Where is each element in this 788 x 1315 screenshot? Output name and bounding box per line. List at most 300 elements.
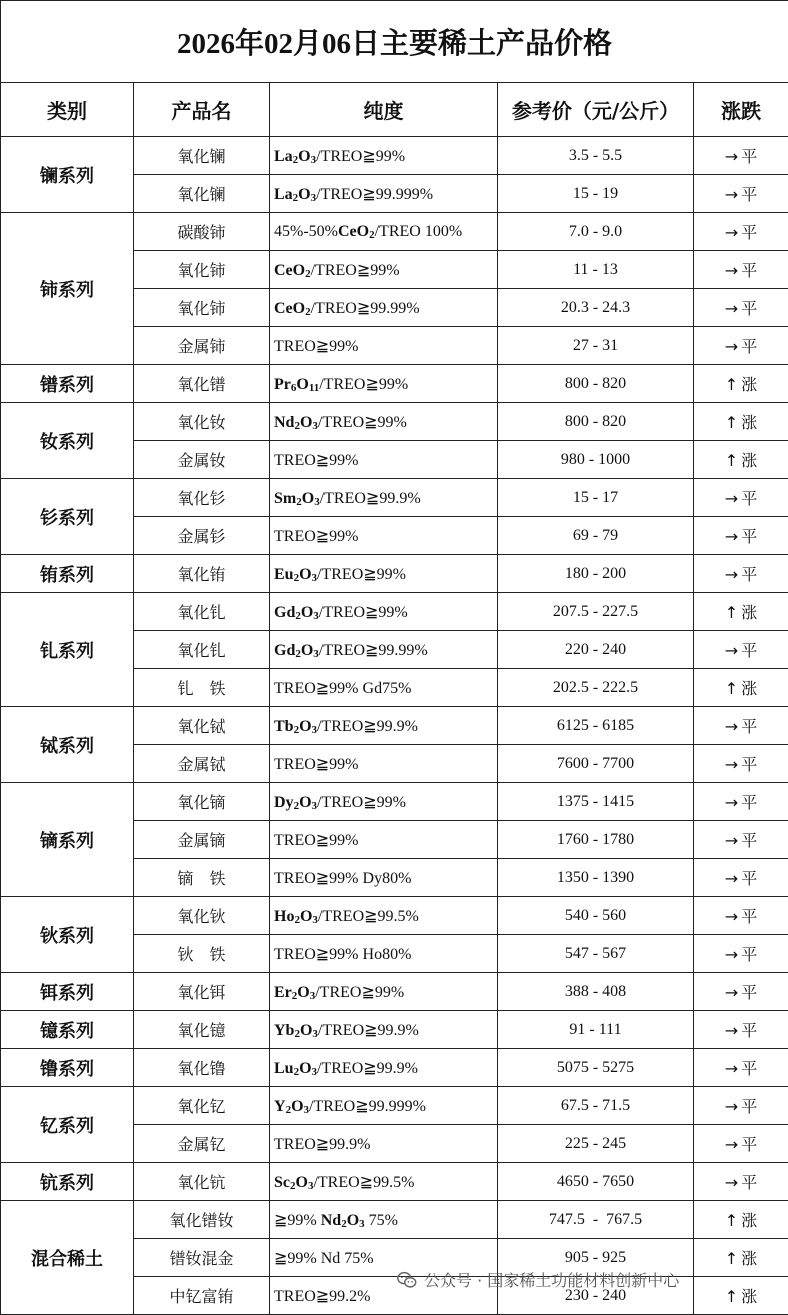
price-cell: 20.3 - 24.3 — [498, 289, 694, 327]
chemical-formula — [274, 490, 320, 507]
product-name-cell: 氧化铈 — [134, 251, 270, 289]
formula-element: O — [300, 641, 314, 659]
trend-cell — [694, 479, 788, 517]
formula-subscript: 2 — [294, 419, 300, 432]
formula-subscript: 2 — [291, 989, 298, 1002]
purity-cell — [270, 707, 498, 745]
purity-text: /TREO≧99.9% — [317, 717, 418, 735]
arrow-right-icon: → — [724, 489, 739, 508]
category-cell: 铽系列 — [1, 707, 134, 783]
trend-label: 平 — [741, 641, 758, 660]
purity-text: /TREO≧99.9% — [317, 1059, 418, 1077]
purity-cell — [270, 1049, 498, 1087]
trend-label: 平 — [741, 261, 758, 280]
trend-label: 平 — [741, 147, 758, 166]
trend-cell — [694, 593, 788, 631]
purity-text: /TREO≧99.999% — [316, 185, 434, 203]
formula-subscript: 3 — [311, 1065, 318, 1078]
price-cell: 91 - 111 — [498, 1011, 694, 1049]
trend-label: 平 — [741, 717, 758, 736]
arrow-right-icon: → — [724, 565, 739, 584]
purity-prefix: 45%-50% — [274, 222, 338, 240]
formula-element: La — [274, 185, 293, 203]
trend-label: 涨 — [741, 603, 758, 622]
category-cell: 钕系列 — [1, 403, 134, 479]
trend-cell — [694, 365, 788, 403]
formula-element: Lu — [274, 1059, 294, 1077]
formula-subscript: 2 — [293, 571, 300, 584]
formula-element: Tb — [274, 717, 294, 735]
purity-cell — [270, 821, 498, 859]
price-cell: 5075 - 5275 — [498, 1049, 694, 1087]
price-cell: 11 - 13 — [498, 251, 694, 289]
price-cell: 207.5 - 227.5 — [498, 593, 694, 631]
arrow-right-icon: → — [724, 299, 739, 318]
price-cell: 3.5 - 5.5 — [498, 137, 694, 175]
product-name-cell: 氧化铕 — [134, 555, 270, 593]
wechat-icon — [396, 1269, 418, 1291]
table-row — [1, 783, 788, 821]
arrow-right-icon: → — [724, 261, 739, 280]
trend-label: 平 — [741, 299, 758, 318]
product-name-cell: 氧化镱 — [134, 1011, 270, 1049]
arrow-right-icon: → — [724, 185, 739, 204]
purity-text: /TREO≧99.99% — [318, 641, 428, 659]
formula-subscript: 3 — [359, 1217, 365, 1230]
trend-cell — [694, 1239, 788, 1277]
price-cell: 547 - 567 — [498, 935, 694, 973]
trend-label: 涨 — [741, 451, 758, 470]
watermark — [396, 1268, 679, 1291]
trend-cell — [694, 859, 788, 897]
purity-text: /TREO≧99.5% — [317, 907, 419, 925]
purity-text: /TREO≧99.99% — [310, 299, 420, 317]
formula-element: O — [296, 375, 309, 393]
table-row — [1, 365, 788, 403]
formula-subscript: 3 — [311, 799, 318, 812]
formula-subscript: 3 — [314, 495, 320, 508]
arrow-up-icon: ↑ — [724, 375, 739, 394]
arrow-right-icon: → — [724, 983, 739, 1002]
formula-element: O — [300, 603, 314, 621]
chemical-formula — [338, 223, 375, 240]
formula-element: Sc — [274, 1173, 290, 1191]
price-cell: 69 - 79 — [498, 517, 694, 555]
formula-subscript: 3 — [309, 989, 316, 1002]
arrow-up-icon: ↑ — [724, 603, 739, 622]
trend-label: 平 — [741, 489, 758, 508]
formula-subscript: 2 — [295, 647, 301, 660]
purity-text: TREO≧99% — [274, 831, 359, 849]
chemical-formula — [274, 300, 311, 317]
formula-element: O — [299, 907, 313, 925]
category-cell: 镨系列 — [1, 365, 134, 403]
purity-cell — [270, 1087, 498, 1125]
product-name-cell: 氧化铒 — [134, 973, 270, 1011]
trend-label: 平 — [741, 831, 758, 850]
trend-cell — [694, 973, 788, 1011]
purity-cell — [270, 859, 498, 897]
product-name-cell: 氧化钪 — [134, 1163, 270, 1201]
product-name-cell: 氧化钬 — [134, 897, 270, 935]
purity-text: /TREO≧99% — [318, 603, 408, 621]
chemical-formula — [274, 984, 315, 1001]
table-row — [1, 1011, 788, 1049]
arrow-right-icon: → — [724, 755, 739, 774]
trend-label: 平 — [741, 869, 758, 888]
trend-cell — [694, 1011, 788, 1049]
table-row — [1, 403, 788, 441]
formula-element: Nd — [320, 1211, 342, 1229]
trend-label: 涨 — [741, 413, 758, 432]
price-cell: 15 - 17 — [498, 479, 694, 517]
purity-cell — [270, 745, 498, 783]
price-cell: 4650 - 7650 — [498, 1163, 694, 1201]
purity-cell — [270, 327, 498, 365]
trend-cell — [694, 213, 788, 251]
formula-subscript: 2 — [294, 913, 300, 926]
price-cell: 905 - 925 — [498, 1239, 694, 1277]
arrow-right-icon: → — [724, 1173, 739, 1192]
chemical-formula — [274, 262, 311, 279]
formula-element: Yb — [274, 1021, 295, 1039]
price-cell: 800 - 820 — [498, 403, 694, 441]
formula-subscript: 2 — [294, 1027, 300, 1040]
formula-element: O — [291, 1097, 304, 1115]
trend-cell — [694, 783, 788, 821]
trend-label: 平 — [741, 907, 758, 926]
product-name-cell: 碳酸铈 — [134, 213, 270, 251]
product-name-cell: 氧化钆 — [134, 631, 270, 669]
category-cell: 钬系列 — [1, 897, 134, 973]
formula-subscript: 3 — [312, 419, 318, 432]
formula-subscript: 2 — [305, 267, 311, 280]
trend-cell — [694, 327, 788, 365]
arrow-up-icon: ↑ — [724, 413, 739, 432]
trend-label: 涨 — [741, 1287, 758, 1306]
price-cell: 980 - 1000 — [498, 441, 694, 479]
product-name-cell: 金属铽 — [134, 745, 270, 783]
arrow-right-icon: → — [724, 223, 739, 242]
purity-cell — [270, 289, 498, 327]
product-name-cell: 氧化钇 — [134, 1087, 270, 1125]
chemical-formula — [274, 1060, 317, 1077]
trend-label: 涨 — [741, 375, 758, 394]
formula-element: O — [299, 793, 312, 811]
trend-cell — [694, 1277, 788, 1315]
product-name-cell: 氧化铽 — [134, 707, 270, 745]
trend-cell — [694, 707, 788, 745]
header-product: 产品名 — [134, 83, 270, 137]
formula-subscript: 2 — [295, 609, 301, 622]
purity-cell — [270, 631, 498, 669]
trend-cell — [694, 289, 788, 327]
formula-subscript: 2 — [369, 228, 375, 241]
purity-text: TREO≧99% Ho80% — [274, 945, 412, 963]
price-cell: 220 - 240 — [498, 631, 694, 669]
purity-cell — [270, 669, 498, 707]
price-cell: 7600 - 7700 — [498, 745, 694, 783]
chemical-formula — [274, 186, 316, 203]
formula-element: Nd — [274, 413, 295, 431]
formula-subscript: 3 — [307, 1179, 314, 1192]
table-row — [1, 707, 788, 745]
purity-text: /TREO≧99% — [317, 793, 406, 811]
formula-element: CeO — [337, 222, 370, 240]
purity-cell — [270, 479, 498, 517]
purity-text: /TREO≧99.9% — [319, 489, 421, 507]
trend-label: 平 — [741, 1135, 758, 1154]
page-title: 2026年02月06日主要稀土产品价格 — [1, 1, 788, 83]
formula-subscript: 2 — [305, 305, 311, 318]
formula-element: O — [299, 1059, 312, 1077]
formula-subscript: 3 — [303, 1103, 310, 1116]
purity-text: TREO≧99% — [274, 451, 359, 469]
price-cell: 15 - 19 — [498, 175, 694, 213]
formula-subscript: 2 — [292, 191, 299, 204]
table-row — [1, 137, 788, 175]
purity-text: 75% — [364, 1211, 398, 1229]
table-row — [1, 1087, 788, 1125]
trend-cell — [694, 669, 788, 707]
formula-subscript: 2 — [293, 723, 300, 736]
category-cell: 镝系列 — [1, 783, 134, 897]
trend-cell — [694, 403, 788, 441]
trend-cell — [694, 1163, 788, 1201]
formula-element: Gd — [274, 641, 296, 659]
arrow-right-icon: → — [724, 337, 739, 356]
table-row — [1, 1049, 788, 1087]
purity-text: /TREO≧99% — [317, 413, 407, 431]
trend-label: 涨 — [741, 679, 758, 698]
purity-text: /TREO≧99.5% — [313, 1173, 415, 1191]
table-row — [1, 213, 788, 251]
price-cell: 230 - 240 — [498, 1277, 694, 1315]
trend-label: 平 — [741, 983, 758, 1002]
purity-text: /TREO≧99% — [310, 261, 400, 279]
formula-subscript: 3 — [312, 913, 318, 926]
table-row — [1, 973, 788, 1011]
arrow-up-icon: ↑ — [724, 451, 739, 470]
chemical-formula — [274, 1022, 318, 1039]
formula-subscript: 3 — [310, 191, 317, 204]
product-name-cell: 金属镝 — [134, 821, 270, 859]
product-name-cell: 镝 铁 — [134, 859, 270, 897]
trend-cell — [694, 631, 788, 669]
arrow-right-icon: → — [724, 1097, 739, 1116]
product-name-cell: 中钇富铕 — [134, 1277, 270, 1315]
table-row — [1, 593, 788, 631]
trend-cell — [694, 555, 788, 593]
product-name-cell: 氧化镨 — [134, 365, 270, 403]
formula-element: Gd — [274, 603, 296, 621]
product-name-cell: 钆 铁 — [134, 669, 270, 707]
arrow-right-icon: → — [724, 907, 739, 926]
category-cell: 铈系列 — [1, 213, 134, 365]
product-name-cell: 镨钕混金 — [134, 1239, 270, 1277]
arrow-right-icon: → — [724, 1021, 739, 1040]
formula-element: Ho — [274, 907, 295, 925]
formula-subscript: 2 — [293, 1065, 300, 1078]
purity-text: TREO≧99% — [274, 755, 359, 773]
chemical-formula — [274, 148, 316, 165]
header-category: 类别 — [1, 83, 134, 137]
table-row — [1, 1163, 788, 1201]
purity-cell — [270, 783, 498, 821]
purity-cell — [270, 593, 498, 631]
formula-element: Sm — [274, 489, 297, 507]
product-name-cell: 金属铈 — [134, 327, 270, 365]
table-row — [1, 1201, 788, 1239]
price-cell: 67.5 - 71.5 — [498, 1087, 694, 1125]
header-trend: 涨跌 — [694, 83, 788, 137]
purity-cell — [270, 1125, 498, 1163]
purity-cell — [270, 555, 498, 593]
price-cell: 1375 - 1415 — [498, 783, 694, 821]
purity-cell — [270, 897, 498, 935]
purity-cell — [270, 137, 498, 175]
arrow-right-icon: → — [724, 945, 739, 964]
formula-element: O — [301, 489, 315, 507]
category-cell: 钐系列 — [1, 479, 134, 555]
arrow-right-icon: → — [724, 527, 739, 546]
category-cell: 铕系列 — [1, 555, 134, 593]
chemical-formula — [274, 718, 317, 735]
trend-cell — [694, 517, 788, 555]
trend-label: 涨 — [741, 1249, 758, 1268]
header-purity: 纯度 — [270, 83, 498, 137]
product-name-cell: 金属钐 — [134, 517, 270, 555]
product-name-cell: 氧化钆 — [134, 593, 270, 631]
formula-subscript: 2 — [292, 153, 299, 166]
formula-subscript: 3 — [312, 1027, 318, 1040]
category-cell: 钆系列 — [1, 593, 134, 707]
purity-text: /TREO≧99% — [315, 983, 405, 1001]
arrow-right-icon: → — [724, 717, 739, 736]
formula-element: O — [299, 565, 312, 583]
trend-label: 平 — [741, 1173, 758, 1192]
purity-cell — [270, 935, 498, 973]
table-body — [1, 137, 788, 1315]
trend-label: 平 — [741, 527, 758, 546]
arrow-up-icon: ↑ — [724, 1211, 739, 1230]
product-name-cell: 氧化镧 — [134, 137, 270, 175]
category-cell: 镥系列 — [1, 1049, 134, 1087]
trend-cell — [694, 251, 788, 289]
purity-text: /TREO 100% — [374, 222, 463, 240]
category-cell: 钇系列 — [1, 1087, 134, 1163]
chemical-formula — [274, 794, 317, 811]
formula-element: Pr — [274, 375, 291, 393]
purity-text: /TREO≧99% — [316, 147, 406, 165]
arrow-up-icon: ↑ — [724, 1249, 739, 1268]
purity-text: TREO≧99% Dy80% — [274, 869, 412, 887]
product-name-cell: 金属钕 — [134, 441, 270, 479]
formula-element: O — [298, 185, 311, 203]
trend-label: 平 — [741, 793, 758, 812]
arrow-right-icon: → — [724, 1059, 739, 1078]
product-name-cell: 氧化镧 — [134, 175, 270, 213]
arrow-right-icon: → — [724, 1135, 739, 1154]
arrow-up-icon: ↑ — [724, 1287, 739, 1306]
formula-subscript: 3 — [311, 571, 318, 584]
formula-element: Y — [274, 1097, 286, 1115]
formula-element: Dy — [274, 793, 294, 811]
price-cell: 225 - 245 — [498, 1125, 694, 1163]
trend-label: 平 — [741, 185, 758, 204]
formula-subscript: 6 — [290, 381, 297, 394]
trend-cell — [694, 897, 788, 935]
product-name-cell: 氧化镥 — [134, 1049, 270, 1087]
trend-cell — [694, 1049, 788, 1087]
chemical-formula — [274, 1098, 309, 1115]
price-cell: 800 - 820 — [498, 365, 694, 403]
formula-subscript: 3 — [311, 723, 318, 736]
trend-cell — [694, 175, 788, 213]
arrow-right-icon: → — [724, 869, 739, 888]
trend-cell — [694, 935, 788, 973]
price-cell: 202.5 - 222.5 — [498, 669, 694, 707]
table-row — [1, 897, 788, 935]
formula-subscript: 11 — [308, 381, 320, 394]
formula-element: Eu — [274, 565, 294, 583]
chemical-formula — [274, 1174, 313, 1191]
formula-element: La — [274, 147, 293, 165]
formula-element: O — [299, 717, 312, 735]
trend-label: 平 — [741, 1059, 758, 1078]
trend-label: 平 — [741, 337, 758, 356]
chemical-formula — [274, 604, 319, 621]
purity-text: TREO≧99% — [274, 337, 359, 355]
purity-text: TREO≧99% Gd75% — [274, 679, 412, 697]
purity-text: TREO≧99% — [274, 527, 359, 545]
purity-cell — [270, 251, 498, 289]
trend-label: 平 — [741, 755, 758, 774]
purity-prefix: ≧99% — [274, 1211, 321, 1229]
formula-element: O — [298, 147, 311, 165]
arrow-up-icon: ↑ — [724, 679, 739, 698]
formula-element: O — [295, 1173, 308, 1191]
trend-label: 平 — [741, 1097, 758, 1116]
purity-cell — [270, 365, 498, 403]
category-cell: 镧系列 — [1, 137, 134, 213]
price-cell: 7.0 - 9.0 — [498, 213, 694, 251]
formula-subscript: 2 — [285, 1103, 292, 1116]
header-price: 参考价（元/公斤） — [498, 83, 694, 137]
chemical-formula — [274, 566, 317, 583]
purity-cell — [270, 973, 498, 1011]
product-name-cell: 氧化铈 — [134, 289, 270, 327]
formula-element: O — [297, 983, 310, 1001]
purity-text: /TREO≧99.9% — [317, 1021, 419, 1039]
category-cell: 铒系列 — [1, 973, 134, 1011]
purity-text: /TREO≧99% — [319, 375, 409, 393]
chemical-formula — [274, 376, 319, 393]
category-cell: 镱系列 — [1, 1011, 134, 1049]
purity-text: /TREO≧99.999% — [309, 1097, 426, 1115]
purity-cell — [270, 403, 498, 441]
price-cell: 388 - 408 — [498, 973, 694, 1011]
trend-label: 平 — [741, 1021, 758, 1040]
formula-element: Er — [274, 983, 292, 1001]
formula-subscript: 2 — [296, 495, 302, 508]
purity-text: /TREO≧99% — [317, 565, 406, 583]
trend-cell — [694, 745, 788, 783]
product-name-cell: 氧化镝 — [134, 783, 270, 821]
purity-cell — [270, 517, 498, 555]
price-cell: 747.5 - 767.5 — [498, 1201, 694, 1239]
formula-element: CeO — [274, 261, 306, 279]
